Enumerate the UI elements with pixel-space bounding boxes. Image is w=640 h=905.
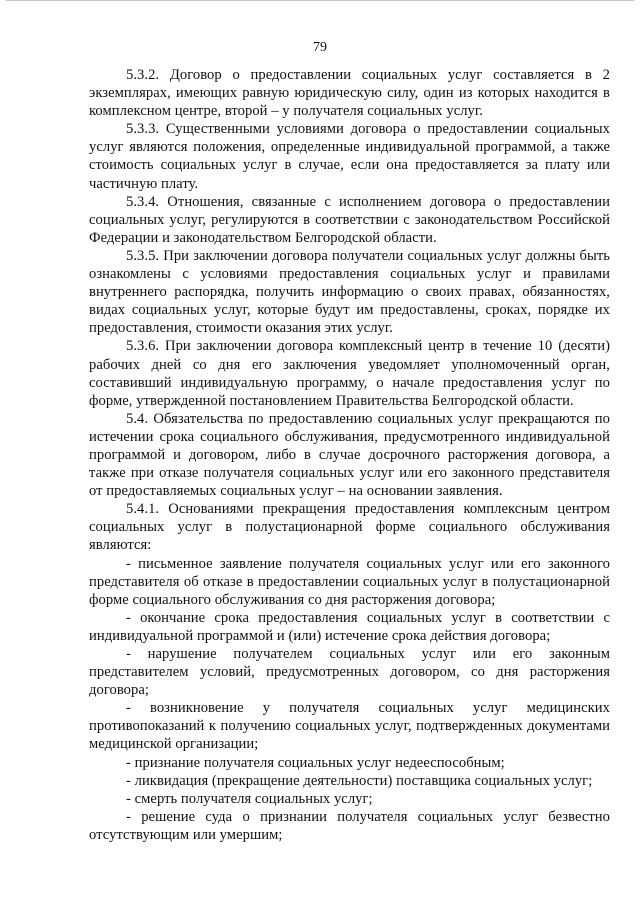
paragraph-5-3-3: 5.3.3. Существенными условиями договора о предоставлении социальных услуг являются положения, определенные индивидуальной программой, а также стоимость социальных услуг в случае, если она предоставляется за плату или частичную плату. [89,121,610,192]
paragraph-5-4: 5.4. Обязательства по предоставлению социальных услуг прекращаются по истечении срока социального обслуживания, предусмотренного индивидуальной программой и договором, либо в случае досрочного расторжения договора, а также при отказе получателя социальных услуг или его законного представителя от предоставляемых социальных услуг – на основании заявления. [89,410,610,500]
document-body [89,66,610,844]
list-item: - решение суда о признании получателя социальных услуг безвестно отсутствующим или умершим; [89,808,610,843]
paragraph-5-3-4: 5.3.4. Отношения, связанные с исполнением договора о предоставлении социальных услуг, регулируются в соответствии с законодательством Российской Федерации и законодательством Белгородской области. [89,193,610,246]
paragraph-5-4-1: 5.4.1. Основаниями прекращения предоставления комплексным центром социальных услуг в полустационарной форме социального обслуживания являются: [89,501,610,554]
paragraph-5-3-2: 5.3.2. Договор о предоставлении социальных услуг составляется в 2 экземплярах, имеющих равную юридическую силу, один из которых находится в комплексном центре, второй – у получателя социальных услуг. [89,67,610,120]
list-item: - нарушение получателем социальных услуг или его законным представителем условий, предусмотренных договором, со дня расторжения договора; [89,646,610,699]
paragraph-5-3-6: 5.3.6. При заключении договора комплексный центр в течение 10 (десяти) рабочих дней со дня его заключения уведомляет уполномоченный орган, составивший индивидуальную программу, о начале предоставления услуг по форме, утвержденной постановлением Правительства Белгородской области. [89,338,610,409]
list-item: - письменное заявление получателя социальных услуг или его законного представителя об отказе в предоставлении социальных услуг в полустационарной форме социального обслуживания со дня расторжения договора; [89,555,610,608]
list-item: - окончание срока предоставления социальных услуг в соответствии с индивидуальной программой и (или) истечение срока действия договора; [89,609,610,644]
list-item: - смерть получателя социальных услуг; [126,790,373,807]
list-item: - возникновение у получателя социальных услуг медицинских противопоказаний к получению социальных услуг, подтвержденных документами медицинской организации; [89,700,610,753]
page-number: 79 [313,40,327,55]
list-item: - ликвидация (прекращение деятельности) поставщика социальных услуг; [126,772,593,789]
paragraph-5-3-5: 5.3.5. При заключении договора получатели социальных услуг должны быть ознакомлены с условиями предоставления социальных услуг и правилами внутреннего распорядка, получить информацию о своих правах, обязанностях, видах социальных услуг, которые будут им предоставлены, сроках, порядке их предоставления, стоимости оказания этих услуг. [89,247,610,337]
scan-edge-line [6,0,634,2]
list-item: - признание получателя социальных услуг недееспособным; [126,754,505,771]
